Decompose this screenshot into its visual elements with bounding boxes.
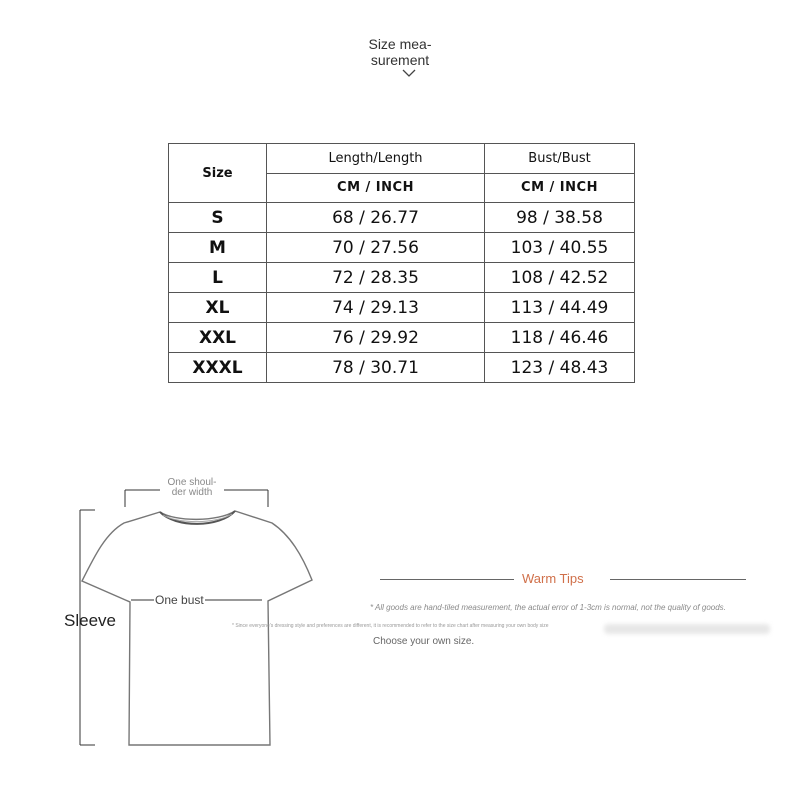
bust-label: One bust [155,593,204,607]
page-title-line2: surement [370,52,430,68]
length-cell: 78 / 30.71 [267,353,485,383]
size-cell: XXXL [169,353,267,383]
size-cell: M [169,233,267,263]
length-cell: 68 / 26.77 [267,203,485,233]
shoulder-width-label [160,478,224,498]
table-row [169,353,635,383]
size-cell: L [169,263,267,293]
blurred-text [604,624,770,634]
tips-divider-right [610,579,746,580]
shoulder-width-label-line1: One shoul- [167,477,217,488]
bust-cell: 113 / 44.49 [485,293,635,323]
table-header-row [169,144,635,174]
table-row [169,233,635,263]
table-row [169,293,635,323]
table-row [169,203,635,233]
tip-text-3: Choose your own size. [373,636,475,647]
table-row [169,263,635,293]
size-cell: XXL [169,323,267,353]
tip-text-2: * Since everyone's dressing style and preferences are different, it is recommended to refer to the size chart after measuring your own body size [232,623,549,629]
bust-unit-header: CM / INCH [485,173,635,203]
page-title [350,36,450,68]
length-cell: 72 / 28.35 [267,263,485,293]
sleeve-label: Sleeve [64,611,116,630]
size-cell: XL [169,293,267,323]
page-title-line1: Size mea- [368,36,432,52]
length-cell: 76 / 29.92 [267,323,485,353]
bust-cell: 118 / 46.46 [485,323,635,353]
length-cell: 74 / 29.13 [267,293,485,323]
table-row [169,323,635,353]
chevron-down-icon [401,68,417,78]
bust-cell: 98 / 38.58 [485,203,635,233]
bust-cell: 108 / 42.52 [485,263,635,293]
tip-text-1: * All goods are hand-tiled measurement, the actual error of 1-3cm is normal, not the quality of goods. [370,603,726,612]
size-column-header: Size [169,144,267,203]
tips-divider-left [380,579,514,580]
tips-title: Warm Tips [522,571,584,586]
size-table [168,143,635,383]
size-cell: S [169,203,267,233]
bust-column-header: Bust/Bust [485,144,635,174]
bust-cell: 103 / 40.55 [485,233,635,263]
length-cell: 70 / 27.56 [267,233,485,263]
length-column-header: Length/Length [267,144,485,174]
length-unit-header: CM / INCH [267,173,485,203]
shoulder-width-label-line2: der width [171,487,213,498]
bust-cell: 123 / 48.43 [485,353,635,383]
